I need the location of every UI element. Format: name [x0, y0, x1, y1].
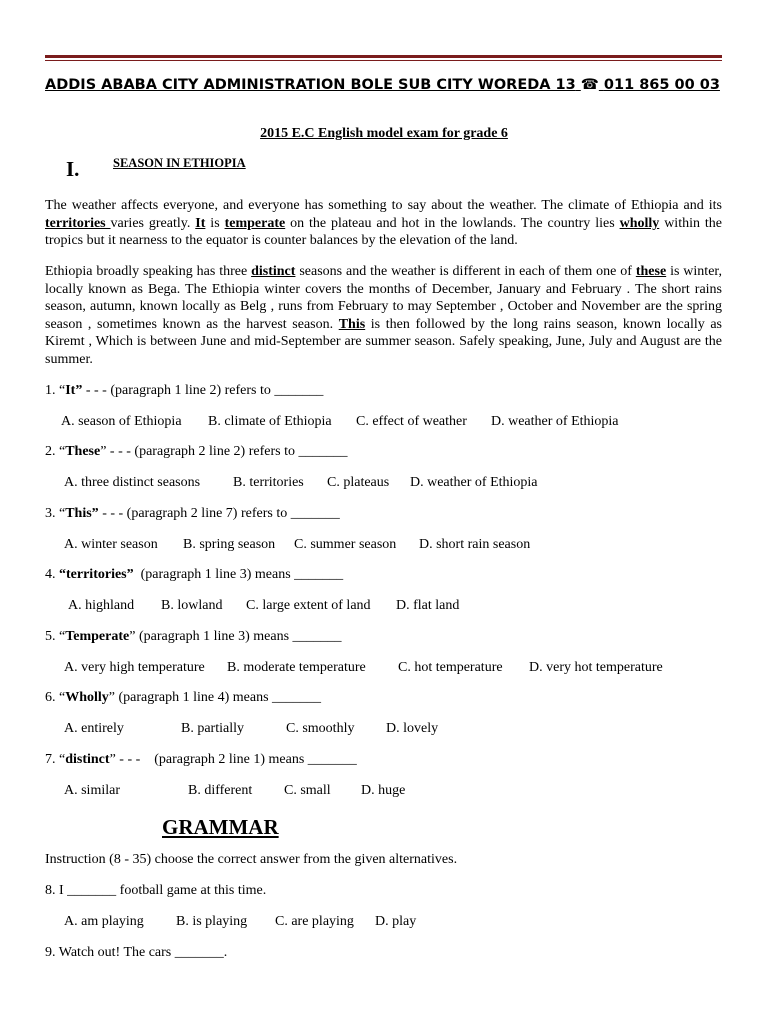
- question-3: [45, 506, 340, 522]
- passage-text: on the plateau and hot in the lowlands. The country lies: [285, 215, 620, 231]
- question-8: 8. I _______ football game at this time.: [45, 883, 267, 898]
- question-number: 2. “: [45, 444, 66, 459]
- question-text: (paragraph 1 line 3) means _______: [133, 567, 344, 582]
- keyword-these: these: [635, 264, 667, 279]
- q3-option-b[interactable]: B. spring season: [183, 537, 276, 552]
- keyword-distinct: distinct: [251, 264, 296, 279]
- question-keyword: It”: [65, 383, 83, 398]
- question-6: [45, 690, 321, 706]
- question-1: [45, 383, 323, 399]
- passage-text: is winter, locally known as Bega. The Ethiopia winter covers the months of December, January and February . The short rains season, autumn, known locally as Belg , runs from February to may September , October and November are the spring season , sometimes known as the harvest season.: [45, 264, 723, 332]
- q8-option-d[interactable]: D. play: [375, 914, 417, 929]
- passage-text: seasons and the weather is different in each of them one of: [295, 264, 636, 279]
- passage-text: Ethiopia broadly speaking has three: [45, 264, 252, 279]
- q6-option-b[interactable]: B. partially: [181, 721, 244, 736]
- question-keyword: Temperate: [65, 629, 130, 644]
- question-text: ” (paragraph 1 line 3) means _______: [129, 629, 342, 644]
- passage-text: is then followed by the long rains season, known locally as Kiremt , Which is between June and mid-September are summer season. Safely speaking, June, July and August are the summer.: [45, 316, 722, 367]
- q1-option-b[interactable]: B. climate of Ethiopia: [208, 414, 332, 429]
- phone-icon: ☎: [580, 77, 599, 93]
- q4-option-d[interactable]: D. flat land: [396, 598, 460, 613]
- section-number: I.: [66, 157, 80, 181]
- section-title: SEASON IN ETHIOPIA: [113, 156, 246, 170]
- exam-title: 2015 E.C English model exam for grade 6: [260, 126, 508, 141]
- keyword-territories: territories: [45, 215, 111, 231]
- q1-option-c[interactable]: C. effect of weather: [356, 414, 467, 429]
- q7-option-a[interactable]: A. similar: [64, 783, 120, 798]
- q7-option-c[interactable]: C. small: [284, 783, 331, 798]
- q4-option-a[interactable]: A. highland: [68, 598, 135, 613]
- passage-text: within the tropics but it nearness to the equator is counter balances by the elevation of the land.: [45, 215, 722, 249]
- question-keyword: These: [65, 444, 101, 459]
- question-number: 3. “: [45, 506, 66, 521]
- grammar-heading: GRAMMAR: [162, 815, 279, 839]
- question-keyword: Wholly: [65, 690, 109, 705]
- question-number: 6. “: [45, 690, 66, 705]
- passage-text: is: [205, 215, 225, 231]
- question-keyword: “territories”: [59, 567, 134, 582]
- keyword-it: It: [195, 215, 206, 231]
- question-7: [45, 752, 357, 768]
- q8-option-a[interactable]: A. am playing: [64, 914, 144, 929]
- q8-option-c[interactable]: C. are playing: [275, 914, 354, 929]
- question-number: 1. “: [45, 383, 66, 398]
- school-name: ADDIS ABABA CITY ADMINISTRATION BOLE SUB CITY WOREDA 13: [45, 77, 576, 93]
- keyword-wholly: wholly: [619, 215, 660, 231]
- grammar-instruction: Instruction (8 - 35) choose the correct answer from the given alternatives.: [45, 852, 458, 867]
- passage-paragraph-1: [45, 197, 722, 250]
- q7-option-b[interactable]: B. different: [188, 783, 253, 798]
- q4-option-c[interactable]: C. large extent of land: [246, 598, 371, 613]
- q2-option-b[interactable]: B. territories: [233, 475, 304, 490]
- q3-option-c[interactable]: C. summer season: [294, 537, 397, 552]
- passage-text: The weather affects everyone, and everyone has something to say about the weather. The climate of Ethiopia and its: [45, 198, 722, 213]
- question-5: [45, 629, 342, 645]
- q6-option-a[interactable]: A. entirely: [64, 721, 124, 736]
- q1-option-d[interactable]: D. weather of Ethiopia: [491, 414, 619, 429]
- passage-text: varies greatly.: [110, 215, 196, 231]
- header-rule-thin: [45, 60, 722, 61]
- q7-option-d[interactable]: D. huge: [361, 783, 406, 798]
- q2-option-d[interactable]: D. weather of Ethiopia: [410, 475, 538, 490]
- question-keyword: distinct: [65, 752, 110, 767]
- question-number: 7. “: [45, 752, 66, 767]
- question-text: ” - - - (paragraph 2 line 1) means _______: [109, 752, 357, 767]
- keyword-temperate: temperate: [224, 215, 286, 231]
- question-number: 5. “: [45, 629, 66, 644]
- question-keyword: This”: [65, 506, 99, 521]
- q1-option-a[interactable]: A. season of Ethiopia: [61, 414, 182, 429]
- question-9: 9. Watch out! The cars _______.: [45, 945, 228, 960]
- q3-option-d[interactable]: D. short rain season: [419, 537, 531, 552]
- q4-option-b[interactable]: B. lowland: [161, 598, 223, 613]
- school-header: [45, 77, 725, 94]
- q2-option-c[interactable]: C. plateaus: [327, 475, 390, 490]
- q5-option-b[interactable]: B. moderate temperature: [227, 660, 366, 675]
- question-text: - - - (paragraph 2 line 7) refers to _______: [98, 506, 340, 521]
- passage-paragraph-2: [45, 263, 722, 369]
- q5-option-c[interactable]: C. hot temperature: [398, 660, 503, 675]
- question-text: ” (paragraph 1 line 4) means _______: [108, 690, 322, 705]
- q8-option-b[interactable]: B. is playing: [176, 914, 248, 929]
- q5-option-a[interactable]: A. very high temperature: [64, 660, 205, 675]
- question-text: ” - - - (paragraph 2 line 2) refers to _______: [100, 444, 348, 459]
- question-2: [45, 444, 347, 460]
- q6-option-c[interactable]: C. smoothly: [286, 721, 355, 736]
- question-text: - - - (paragraph 1 line 2) refers to _______: [82, 383, 324, 398]
- q2-option-a[interactable]: A. three distinct seasons: [64, 475, 201, 490]
- question-4: [45, 567, 343, 583]
- keyword-this: This: [338, 316, 366, 332]
- question-number: 4.: [45, 567, 59, 582]
- q3-option-a[interactable]: A. winter season: [64, 537, 158, 552]
- phone-number: 011 865 00 03: [603, 77, 720, 93]
- header-rule-thick: [45, 55, 722, 58]
- q5-option-d[interactable]: D. very hot temperature: [529, 660, 663, 675]
- q6-option-d[interactable]: D. lovely: [386, 721, 439, 736]
